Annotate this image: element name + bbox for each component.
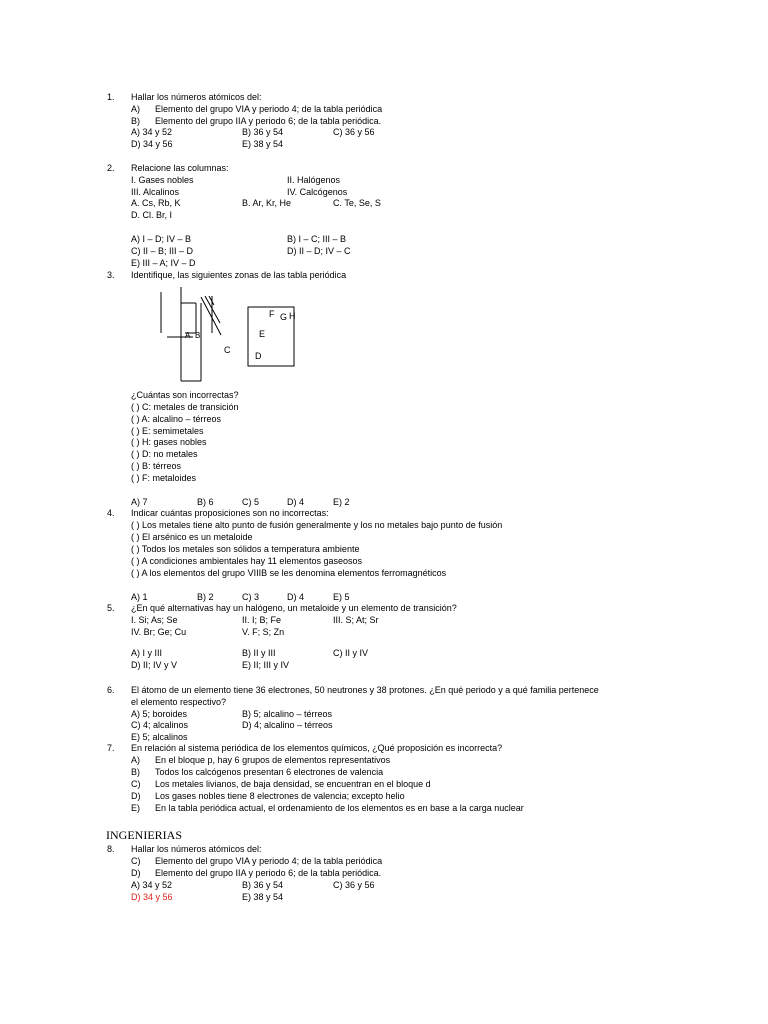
q1-option: E) 38 y 54 [242, 139, 284, 149]
q8-item-key: D) [131, 868, 141, 878]
q2-number: 2. [107, 163, 115, 173]
q1-option: C) 36 y 56 [333, 127, 375, 137]
q1-item-text: Elemento del grupo IIA y periodo 6; de la tabla periódica. [155, 116, 382, 126]
q2-option: C) II – B; III – D [131, 246, 194, 256]
zone-label-c: C [224, 345, 231, 355]
q5-option: B) II y III [242, 648, 276, 658]
q2-group: B. Ar, Kr, He [242, 198, 292, 208]
q6-stem-continued: el elemento respectivo? [131, 697, 227, 707]
q4-statement: ( ) Los metales tiene alto punto de fusión generalmente y los no metales bajo punto de fusión [131, 520, 503, 530]
q5-stem: ¿En qué alternativas hay un halógeno, un metaloide y un elemento de transición? [131, 603, 457, 613]
q4-stem: Indicar cuántas proposiciones son no incorrectas: [131, 508, 329, 518]
q8-item-text: Elemento del grupo IIA y periodo 6; de la tabla periódica. [155, 868, 382, 878]
zone-label-a: A [185, 331, 191, 340]
q5-group: I. Si; As; Se [131, 615, 178, 625]
q5-option: E) II; III y IV [242, 660, 290, 670]
q2-column-2-item: IV. Calcógenos [287, 187, 348, 197]
q2-column-1-item: I. Gases nobles [131, 175, 194, 185]
q2-stem: Relacione las columnas: [131, 163, 229, 173]
q6-option: E) 5; alcalinos [131, 732, 188, 742]
q5-option: D) II; IV y V [131, 660, 178, 670]
zone-label-f: F [269, 309, 275, 319]
q6-option: D) 4; alcalino – térreos [242, 720, 333, 730]
q3-option: B) 6 [197, 497, 214, 507]
q4-statement: ( ) El arsénico es un metaloide [131, 532, 253, 542]
section-heading: INGENIERIAS [106, 828, 182, 842]
q5-number: 5. [107, 603, 115, 613]
q8-stem: Hallar los números atómicos del: [131, 844, 262, 854]
q1-number: 1. [107, 92, 115, 102]
q4-option: D) 4 [287, 592, 305, 602]
q8-option: A) 34 y 52 [131, 880, 173, 890]
q7-item-text: En la tabla periódica actual, el ordenamiento de los elementos es en base a la carga nuclear [155, 803, 524, 813]
q4-number: 4. [107, 508, 115, 518]
q7-stem: En relación al sistema periódica de los elementos químicos, ¿Qué proposición es incorrecta? [131, 743, 503, 753]
q2-option: E) III – A; IV – D [131, 258, 196, 268]
q5-group: II. I; B; Fe [242, 615, 282, 625]
q7-item-key: D) [131, 791, 141, 801]
q3-statement: ( ) E: semimetales [131, 426, 204, 436]
q6-option: B) 5; alcalino – térreos [242, 709, 333, 719]
q5-group: V. F; S; Zn [242, 627, 285, 637]
q7-item-key: A) [131, 755, 140, 765]
q1-stem: Hallar los números atómicos del: [131, 92, 262, 102]
q7-item-text: Los metales livianos, de baja densidad, se encuentran en el bloque d [155, 779, 431, 789]
q6-option: C) 4; alcalinos [131, 720, 189, 730]
q8-number: 8. [107, 844, 115, 854]
q5-group: III. S; At; Sr [333, 615, 379, 625]
q1-item-text: Elemento del grupo VIA y periodo 4; de la tabla periódica [155, 104, 383, 114]
q3-statement: ( ) D: no metales [131, 449, 198, 459]
q7-item-text: En el bloque p, hay 6 grupos de elementos representativos [155, 755, 391, 765]
q2-option: A) I – D; IV – B [131, 234, 192, 244]
q1-item-key: A) [131, 104, 140, 114]
q7-number: 7. [107, 743, 115, 753]
q8-option: E) 38 y 54 [242, 892, 284, 902]
q3-statement: ( ) H: gases nobles [131, 437, 207, 447]
q3-option: C) 5 [242, 497, 260, 507]
q3-statement: ( ) A: alcalino – térreos [131, 414, 222, 424]
q3-stem: Identifique, las siguientes zonas de las tabla periódica [131, 270, 347, 280]
q7-item-key: B) [131, 767, 140, 777]
q3-option: D) 4 [287, 497, 305, 507]
q2-group: C. Te, Se, S [333, 198, 381, 208]
q3-option: A) 7 [131, 497, 148, 507]
zone-label-g: G [280, 312, 288, 322]
zone-label-e: E [259, 329, 266, 339]
q8-correct-answer: D) 34 y 56 [131, 892, 173, 902]
q2-column-2-item: II. Halógenos [287, 175, 341, 185]
q8-item-text: Elemento del grupo VIA y periodo 4; de la tabla periódica [155, 856, 383, 866]
q4-statement: ( ) A los elementos del grupo VIIIB se les denomina elementos ferromagnéticos [131, 568, 447, 578]
q5-option: C) II y IV [333, 648, 369, 658]
q5-group: IV. Br; Ge; Cu [131, 627, 187, 637]
q8-option: B) 36 y 54 [242, 880, 284, 890]
q2-column-1-item: III. Alcalinos [131, 187, 180, 197]
q4-option: C) 3 [242, 592, 260, 602]
q2-group: D. Cl. Br, I [131, 210, 173, 220]
q5-option: A) I y III [131, 648, 163, 658]
q7-item-text: Todos los calcógenos presentan 6 electrones de valencia [155, 767, 384, 777]
q7-item-text: Los gases nobles tiene 8 electrones de valencia; excepto helio [155, 791, 405, 801]
q1-item-key: B) [131, 116, 140, 126]
q4-statement: ( ) Todos los metales son sólidos a temperatura ambiente [131, 544, 360, 554]
q4-option: B) 2 [197, 592, 214, 602]
q7-item-key: C) [131, 779, 141, 789]
q4-option: A) 1 [131, 592, 148, 602]
q2-option: D) II – D; IV – C [287, 246, 351, 256]
q3-question: ¿Cuántas son incorrectas? [131, 390, 239, 400]
zone-label-d: D [255, 351, 262, 361]
q4-option: E) 5 [333, 592, 350, 602]
q6-number: 6. [107, 685, 115, 695]
q3-statement: ( ) F: metaloides [131, 473, 197, 483]
zone-line [201, 297, 221, 335]
q8-option: C) 36 y 56 [333, 880, 375, 890]
q2-option: B) I – C; III – B [287, 234, 347, 244]
q6-option: A) 5; boroides [131, 709, 188, 719]
q1-option: A) 34 y 52 [131, 127, 173, 137]
q4-statement: ( ) A condiciones ambientales hay 11 elementos gaseosos [131, 556, 362, 566]
zone-label-b: B [195, 331, 201, 340]
q1-option: B) 36 y 54 [242, 127, 284, 137]
q3-statement: ( ) C: metales de transición [131, 402, 239, 412]
q3-statement: ( ) B: térreos [131, 461, 182, 471]
zone-label-h: H [289, 311, 296, 321]
q6-stem: El átomo de un elemento tiene 36 electrones, 50 neutrones y 38 protones. ¿En qué periodo y a qué familia pertenece [131, 685, 599, 695]
q7-item-key: E) [131, 803, 140, 813]
q1-option: D) 34 y 56 [131, 139, 173, 149]
q3-number: 3. [107, 270, 115, 280]
q3-option: E) 2 [333, 497, 350, 507]
q8-item-key: C) [131, 856, 141, 866]
q2-group: A. Cs, Rb, K [131, 198, 181, 208]
